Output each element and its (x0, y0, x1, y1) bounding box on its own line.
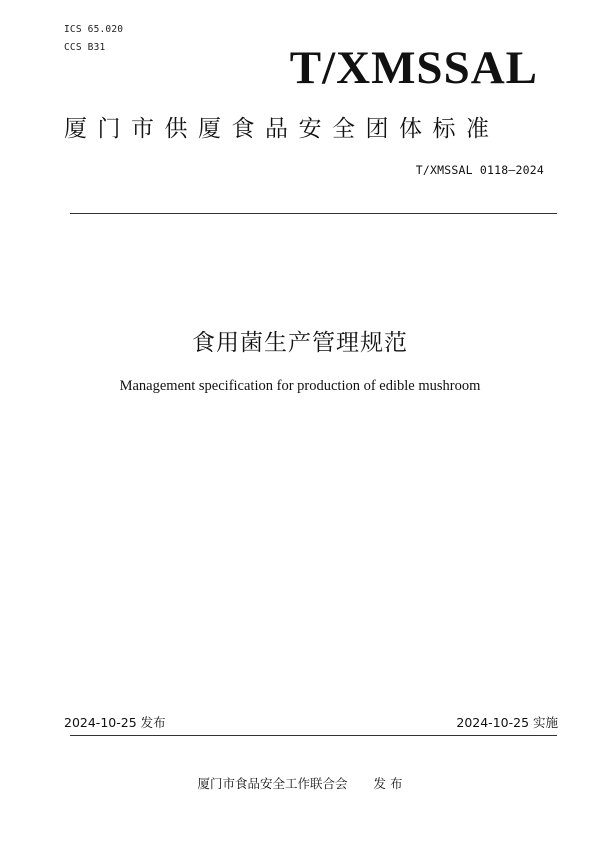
organization-code: T/XMSSAL (289, 42, 538, 94)
publisher-action: 发 布 (373, 776, 403, 791)
document-title-chinese: 食用菌生产管理规范 (192, 330, 408, 356)
implementation-date: 2024-10-25 实施 (456, 715, 558, 730)
header-divider (70, 213, 557, 214)
footer-divider (70, 735, 557, 736)
publisher-name: 厦门市食品安全工作联合会 (197, 776, 348, 791)
ccs-code: CCS B31 (64, 42, 106, 53)
ics-code: ICS 65.020 (64, 24, 124, 35)
standard-number: T/XMSSAL 0118—2024 (415, 163, 544, 177)
issue-date: 2024-10-25 发布 (64, 715, 166, 730)
document-title-english: Management specification for production of edible mushroom (119, 378, 481, 394)
publisher-line (0, 774, 600, 794)
standard-category: 厦门市供厦食品安全团体标准 (64, 116, 500, 142)
